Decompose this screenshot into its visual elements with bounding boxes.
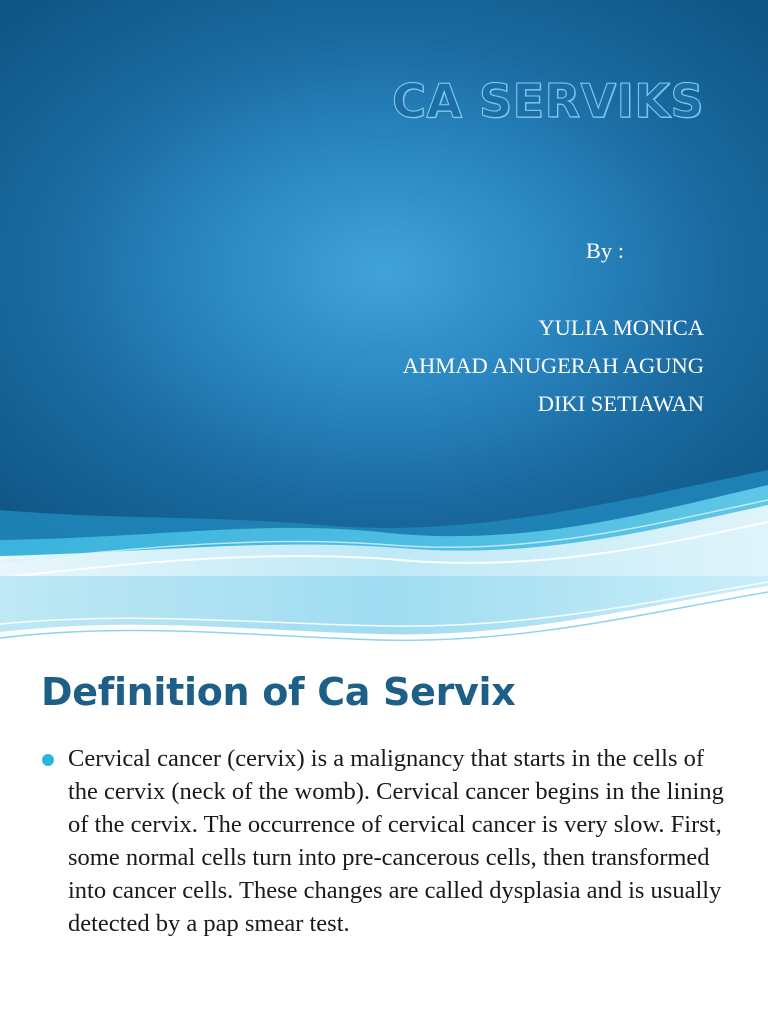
author-name: DIKI SETIAWAN xyxy=(537,391,704,416)
author-name: YULIA MONICA xyxy=(538,315,704,340)
list-item xyxy=(42,742,732,940)
by-label: By : xyxy=(585,238,624,263)
slide-title: CA SERVIKS xyxy=(392,74,704,128)
bullet-text: Cervical cancer (cervix) is a malignancy that starts in the cells of the cervix (neck of the womb). Cervical cancer begins in the lining of the cervix. The occurrence of cervical cancer is very slow. First, some normal cells turn into pre-cancerous cells, then transformed into cancer cells. These changes are called dysplasia and is usually detected by a pap smear test. xyxy=(68,745,724,937)
bullet-icon xyxy=(42,754,54,766)
slide-heading: Definition of Ca Servix xyxy=(41,670,516,714)
definition-slide xyxy=(0,576,768,1024)
top-wave-decoration xyxy=(0,576,768,676)
author-name: AHMAD ANUGERAH AGUNG xyxy=(402,353,704,378)
bullet-list xyxy=(42,742,732,940)
author-block xyxy=(184,232,704,423)
